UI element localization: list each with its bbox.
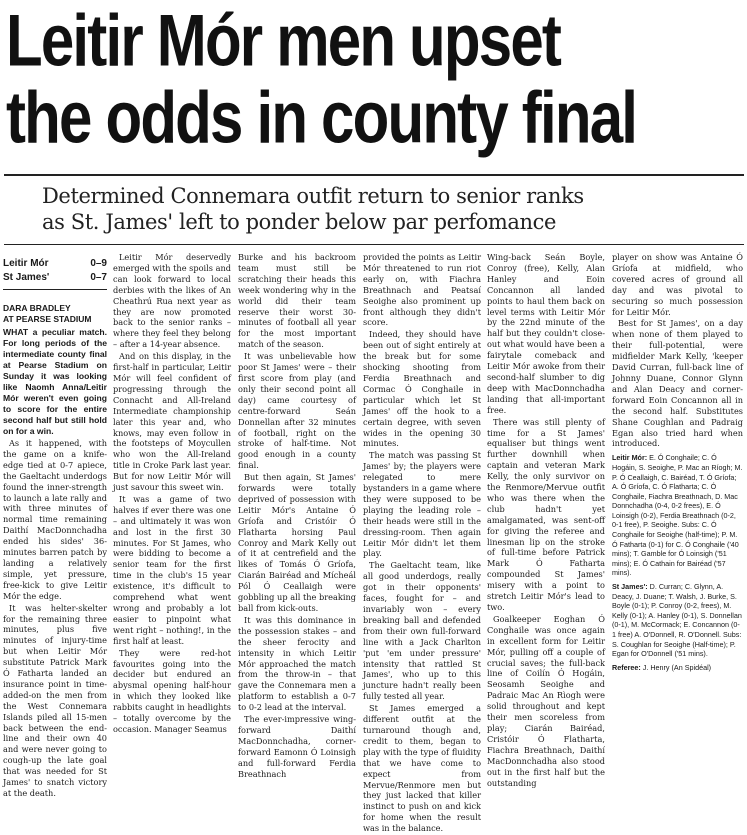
article-column-2 [113, 252, 231, 736]
article-column-1 [3, 327, 107, 800]
article-paragraph: But then again, St James' forwards were totally deprived of possession with Leitir Mór's Antaine Ó Gríofa and Cristóir Ó Flatharta horsing Paul Conroy and Mark Kelly out of it at centrefield and the likes of Tomás Ó Gríofa, Ciarán Bairéad and Mícheál Pól Ó Ceallaigh were gobbling up all the breaking ball from kick-outs. [238, 472, 356, 613]
article-paragraph: player on show was Antaine Ó Gríofa at midfield, who covered acres of ground all day and was pivotal to securing so much possession for Leitir Mór. [612, 252, 743, 317]
article-paragraph: St James emerged a different outfit at the turnaround though and, credit to them, began to play with the type of fluidity that we have come to expect from Mervue/Renmore men but they just lacked that killer instinct to push on and kick for home when the result was in the balance. [363, 703, 481, 834]
article-paragraph: provided the points as Leitir Mór threatened to run riot early on, with Fiachra Breathnach and Peatsaí Seoighe also prominent up front although they didn't score. [363, 252, 481, 328]
article-paragraph: Indeed, they should have been out of sight entirely at the break but for some shocking shooting from Ferdia Breathnach and Cormac Ó Conghaile in particular which let St James' off the hook to a certain degree, with seven wides in the opening 30 minutes. [363, 329, 481, 449]
article-paragraph: Goalkeeper Eoghan Ó Conghaile was once again in excellent form for Leitir Mór, pulling off a couple of crucial saves; the full-back line of Coilín Ó Hogáin, Seosamh Seoighe and Padraic Mac An Rìogh were solid throughout and kept their men scoreless from play; Ciarán Bairéad, Cristóir Ó Flatharta, Fiachra Breathnach, Daithí MacDonnchadha also stood out in the first half but the outstanding [487, 613, 605, 788]
article-column-6 [612, 252, 743, 676]
scoreline-team: St James' [3, 272, 50, 283]
article-paragraph: The ever-impressive wing-forward Daithí MacDonnchadha, corner-forward Eamonn Ó Loinsigh and full-forward Ferdia Breathnach [238, 714, 356, 779]
referee-credit [612, 663, 743, 673]
subheadline-line-1: Determined Connemara outfit return to senior ranks [42, 184, 584, 208]
byline [3, 303, 107, 325]
scoreline-score: 0–9 [90, 258, 107, 269]
article-paragraph: It was unbelievable how poor St James' were – their first score from play (and only their second point all day) came courtesy of centre-forward Seán Donnellan after 32 minutes of football, right on the stroke of half-time. Not good enough in a county final. [238, 351, 356, 471]
article-paragraph: Burke and his backroom team must still be scratching their heads this week wondering why in the world did their team reserve their worst 30-minutes of football all year for the most important match of the season. [238, 252, 356, 350]
article-paragraph: There was still plenty of time for a St James' equaliser but things went further downhill when captain and veteran Mark Kelly, the only survivor on the Renmore/Mervue outfit who was there when the club hadn't yet amalgamated, was sent-off for giving the referee and linesman lip on the stroke of full-time before Patrick Mark Ó Fatharta compounded St James' misery with a point to stretch Leitir Mór's lead to two. [487, 416, 605, 612]
article-column-3 [238, 252, 356, 781]
headline-line-1: Leitir Mór men upset [6, 0, 561, 82]
article-paragraph: Leitir Mór deservedly emerged with the spoils and can look forward to local derbies with the likes of An Cheathrú Rua next year as they are now promoted back to the senior ranks – where they feel they belong – after a 14-year absence. [113, 252, 231, 350]
article-paragraph: Best for St James', on a day when none of them played to their full-potential, were midfielder Mark Kelly, 'keeper David Curran, full-back line of Johnny Duane, Connor Glynn and Alan Deacy and corner-forward Eoin Concannon all in the second half. Substitutes Shane Coughlan and Padraig Egan also tried hard when introduced. [612, 318, 743, 449]
article-paragraph: Wing-back Seán Boyle, Conroy (free), Kelly, Alan Hanley and Eoin Concannon all landed points to haul them back on level terms with Leitir Mór by the 22nd minute of the half but they couldn't close-out what would have been a fairytale comeback and Leitir Mór awoke from their second-half slumber to dig deep with MacDonnchadha landing that all-important free. [487, 252, 605, 415]
team-list-label: St James': [612, 582, 648, 592]
scoreline-away [3, 272, 107, 283]
referee-label: Referee: [612, 662, 641, 672]
article-paragraph: The match was passing St James' by; the players were relegated to mere bystanders in a game where they were supposed to be playing the leading role – their heads were still in the dressing-room. Then again Leitir Mór didn't let them play. [363, 450, 481, 559]
article-paragraph: It was a game of two halves if ever there was one – and ultimately it was won and lost in the first 30 minutes. For St James, who were bidding to become a senior team for the first time in the club's 15 year existence, it's difficult to comprehend what went wrong and probably a lot easier to pinpoint what went right – nothing!, in the first half at least. [113, 493, 231, 646]
scoreline-score: 0–7 [90, 272, 107, 283]
team-list-players: E. Ó Conghaile; C. Ó Hogáin, S. Seoighe, P. Mac an Ríogh; M. P. Ó Ceallaigh, C. Bairéad, T. Ó Gríofa; A. Ó Gríofa, C. Ó Flatharta; C. Ó Conghaile, Fiachra Breathnach, D. Mac Donnchadha (0-4, 0-2 frees), E. Ó Loinsigh (0-2), Ferdia Breathnach (0-2, 0-1 free), P. Seoighe. Subs: C. Ó Conghaile for Seoighe (half-time); P. M. Ó Fatharta (0-1) for C. Ó Conghaile ('40 mins); T. Gamble for Ó Loinsigh ('51 mins); E. Ó Cathain for Bairéad ('57 mins). [612, 453, 743, 578]
article-column-5 [487, 252, 605, 789]
article-paragraph: WHAT a peculiar match. For long periods of the intermediate county final at Pearse Stadium on Sunday it was looking like Naomh Anna/Leitir Mór weren't even going to score for the entire second half but still hold on for a win. [3, 327, 107, 436]
team-list-away [612, 582, 743, 659]
article-paragraph: And on this display, in the first-half in particular, Leitir Mór will feel confident of progressing through the Connacht and All-Ireland Intermediate championship later this year and, who knows, may even follow in the footsteps of Moycullen who won the All-Ireland title in Croke Park last year. But for now Leitir Mór will just savour this sweet win. [113, 351, 231, 493]
article-paragraph: It was this dominance in the possession stakes – and the sheer ferocity and intensity in which Leitir Mór approached the match from the throw-in – that gave the Connemara men a platform to establish a 0-7 to 0-2 lead at the interval. [238, 614, 356, 713]
team-list-label: Leitir Mór: [612, 453, 648, 463]
byline-location: AT PEARSE STADIUM [3, 314, 92, 324]
subheadline-line-2: as St. James' left to ponder below par perfomance [42, 210, 557, 234]
article-headline [6, 0, 746, 159]
team-list-home [612, 453, 743, 578]
article-subheadline [42, 183, 742, 235]
article-paragraph: It was helter-skelter for the remaining three minutes, plus five minutes of injury-time but when Leitir Mór substitute Patrick Mark Ó Fatharta landed an insurance point in time-added-on the men from the West Connemara Islands piled all 15-men back between the end-line and their own 40 and were never going to cough-up the late goal that was needed for St James' to snatch victory at the death. [3, 602, 107, 798]
article-column-4 [363, 252, 481, 835]
article-paragraph: The Gaeltacht team, like all good underdogs, really got in their opponents' faces, fought for – and invariably won – every breaking ball and defended from their own full-forward line with a Jack Charlton 'put 'em under pressure' intensity that rattled St James', who up to this juncture hadn't really been fully tested all year. [363, 560, 481, 702]
referee-name: J. Henry (An Spidéal) [642, 662, 712, 672]
headline-line-2: the odds in county final [6, 76, 637, 159]
article-paragraph: As it happened, with the game on a knife-edge tied at 0-7 apiece, the Gaeltacht underdogs found the inner-strength to launch a late rally and with three minutes of normal time remaining Daithí MacDonnchadha ended his sides' 36-minutes barren patch by landing a relatively simple, yet pressure, free-kick to give Leitir Mór the edge. [3, 438, 107, 601]
subheadline-divider [4, 244, 744, 245]
team-list-players: D. Curran; C. Glynn, A. Deacy, J. Duane; T. Walsh, J. Burke, S. Boyle (0-1); P. Conroy (0-2, frees), M. Kelly (0-1); A. Hanley (0-1), S. Donnellan (0-1), M. McCormack; E. Concannon (0-1 free) A. O'Donnell, R. O'Donnell. Subs: S. Coughlan for Seoighe (Half-time); P. Egan for O'Donnell ('51 mins). [612, 582, 742, 659]
headline-divider [4, 174, 744, 176]
article-paragraph: They were red-hot favourites going into the decider but endured an abysmal opening half-hour in which they looked like rabbits caught in headlights – totally overcome by the occasion. Manager Seamus [113, 647, 231, 734]
byline-author: DARA BRADLEY [3, 303, 71, 313]
scoreline-team: Leitir Mór [3, 258, 49, 269]
scoreline-home [3, 258, 107, 269]
team-lists [612, 453, 743, 672]
scoreline-divider [3, 289, 107, 290]
